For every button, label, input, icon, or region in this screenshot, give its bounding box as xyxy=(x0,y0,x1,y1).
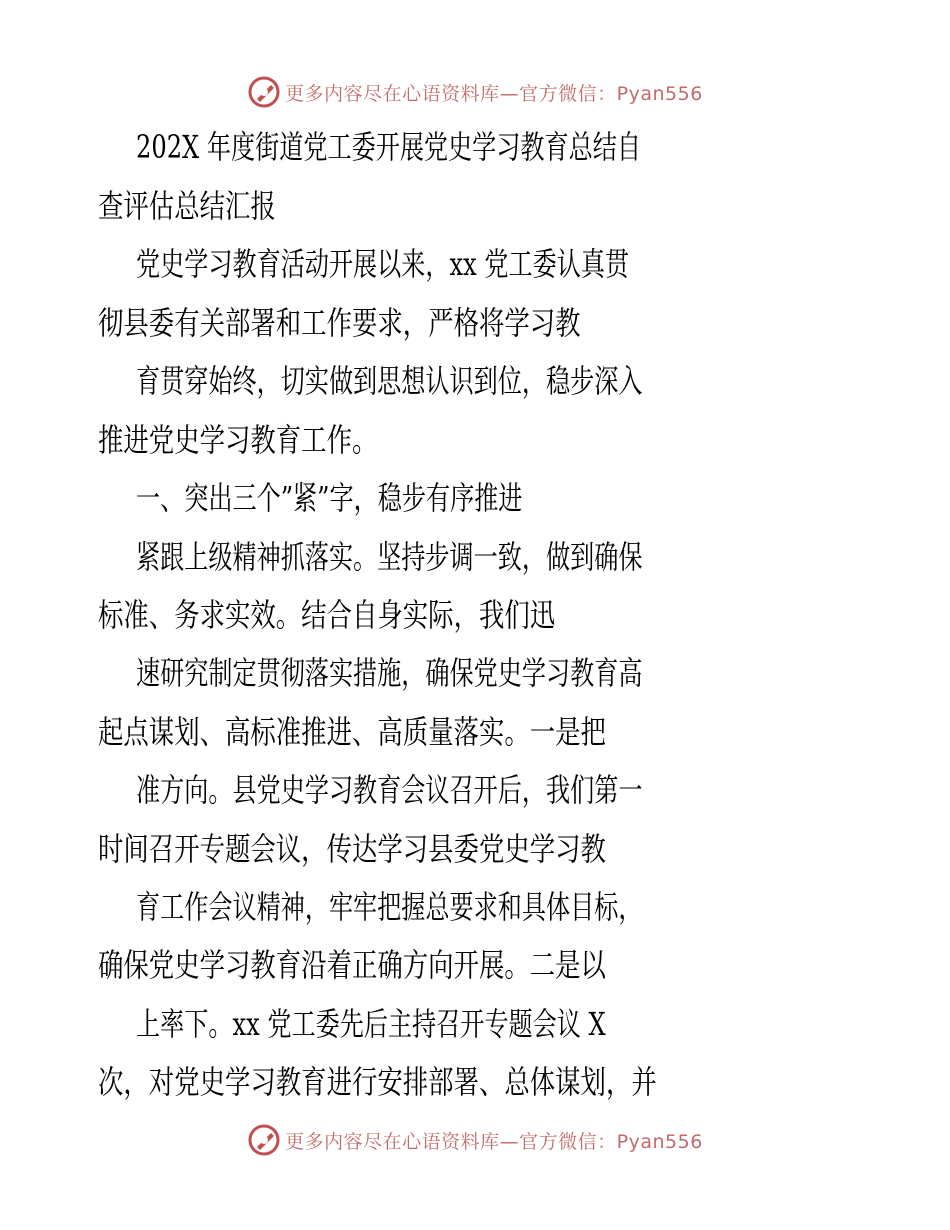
body-line: 速研究制定贯彻落实措施，确保党史学习教育高 xyxy=(136,654,643,692)
body-line: 紧跟上级精神抓落实。坚持步调一致，做到确保 xyxy=(136,538,643,576)
body-line: 推进党史学习教育工作。 xyxy=(98,421,378,459)
body-line: 准方向。县党史学习教育会议召开后，我们第一 xyxy=(136,771,643,809)
pen-logo-icon xyxy=(247,1123,281,1157)
body-line: 党史学习教育活动开展以来，xx 党工委认真贯 xyxy=(136,245,630,283)
body-line: 确保党史学习教育沿着正确方向开展。二是以 xyxy=(98,946,606,984)
title-line-2: 查评估总结汇报 xyxy=(98,187,276,225)
body-line: 标准、务求实效。结合自身实际，我们迅 xyxy=(98,596,556,634)
body-line: 育贯穿始终，切实做到思想认识到位，稳步深入 xyxy=(136,362,643,400)
pen-logo-icon xyxy=(247,75,281,109)
body-line: 育工作会议精神，牢牢把握总要求和具体目标， xyxy=(136,888,643,926)
section-heading: 一、突出三个”紧”字，稳步有序推进 xyxy=(136,479,523,517)
body-line: 时间召开专题会议，传达学习县委党史学习教 xyxy=(98,830,606,868)
footer-banner xyxy=(0,1118,950,1162)
header-banner-text: 更多内容尽在心语资料库—官方微信：Pyan556 xyxy=(285,82,703,105)
header-banner xyxy=(0,70,950,114)
body-line: 彻县委有关部署和工作要求，严格将学习教 xyxy=(98,304,581,342)
footer-banner-text: 更多内容尽在心语资料库—官方微信：Pyan556 xyxy=(285,1130,703,1153)
body-line: 上率下。xx 党工委先后主持召开专题会议 X xyxy=(136,1005,606,1043)
title-line-1: 202X 年度街道党工委开展党史学习教育总结自 xyxy=(136,128,642,166)
body-line: 起点谋划、高标准推进、高质量落实。一是把 xyxy=(98,713,606,751)
body-line: 次，对党史学习教育进行安排部署、总体谋划，并 xyxy=(98,1063,657,1101)
